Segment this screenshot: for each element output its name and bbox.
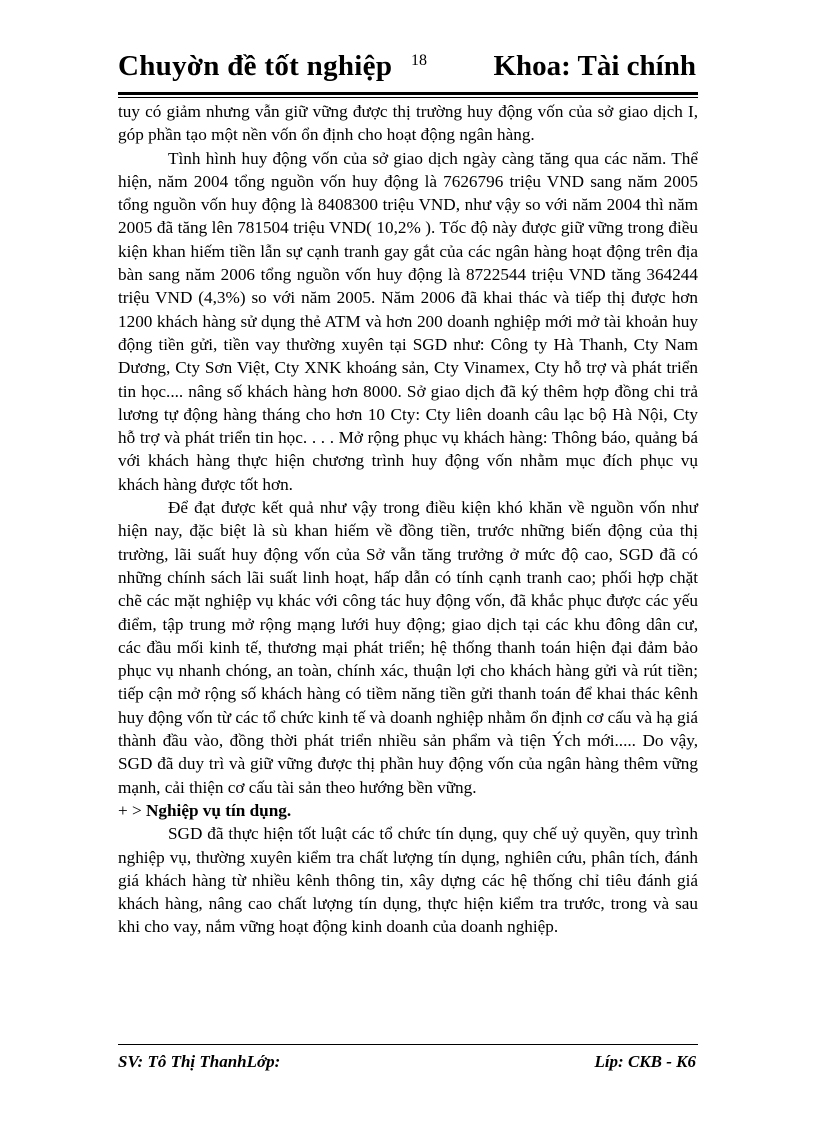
paragraph-1: tuy có giảm nhưng vẫn giữ vững được thị trường huy động vốn của sở giao dịch I, góp phần tạo một nền vốn ổn định cho hoạt động ngân hàng. <box>118 102 698 145</box>
page-footer <box>118 1052 698 1076</box>
header-title-left: Chuyờn đề tốt nghiệp <box>118 50 393 82</box>
header-title-right: Khoa: Tài chính <box>493 50 696 82</box>
header-rule <box>118 92 698 98</box>
heading-prefix: + > <box>118 800 142 820</box>
paragraph-3: Để đạt được kết quả như vậy trong điều kiện khó khăn về nguồn vốn như hiện nay, đặc biệt là sù khan hiếm về đồng tiền, trước những biến động của thị trường, lãi suất huy động vốn của Sở vẫn tăng trưởng ở mức độ cao, SGD đã có những chính sách lãi suất linh hoạt, hấp dẫn có tính cạnh tranh cao; phối hợp chặt chẽ các mặt nghiệp vụ khác với công tác huy động vốn, đã khắc phục được các yếu điểm, tập trung mở rộng mạng lưới huy động; giao dịch tại các khu đông dân cư, các đầu mối kinh tế, thương mại phát triển; hệ thống thanh toán hiện đại đảm bảo phục vụ nhanh chóng, an toàn, chính xác, thuận lợi cho khách hàng gửi và rút tiền; tiếp cận mở rộng số khách hàng có tiềm năng tiền gửi thanh toán để khai thác kênh huy động vốn từ các tổ chức kinh tế và doanh nghiệp nhằm ổn định cơ cấu và hạ giá thành đầu vào, đồng thời phát triển nhiều sản phẩm và tiện Ých mới..... Do vậy, SGD đã duy trì và giữ vững được thị phần huy động vốn của ngân hàng thêm vững mạnh, cải thiện cơ cấu tài sản theo hướng bền vững. <box>118 498 698 797</box>
footer-rule <box>118 1044 698 1045</box>
document-body <box>118 100 698 939</box>
footer-student: SV: Tô Thị ThanhLớp: <box>118 1052 281 1071</box>
paragraph-2: Tình hình huy động vốn của sở giao dịch ngày càng tăng qua các năm. Thể hiện, năm 2004 tổng nguồn vốn huy động là 7626796 triệu VND sang năm 2005 tổng nguồn vốn huy động là 8408300 triệu VND, như vậy so với năm 2004 thì năm 2005 đã tăng lên 781504 triệu VND( 10,2% ). Tốc độ này được giữ vững trong điều kiện khan hiếm tiền lẫn sự cạnh tranh gay gắt của các ngân hàng hoạt động trên địa bàn sang năm 2006 tổng nguồn vốn huy động là 8722544 triệu VND tăng 364244 triệu VND (4,3%) so với năm 2005. Năm 2006 đã khai thác và tiếp thị được hơn 1200 khách hàng sử dụng thẻ ATM và hơn 200 doanh nghiệp mới mở tài khoản huy động tiền gửi, tiền vay thường xuyên tại SGD như: Công ty Hà Thanh, Cty Nam Dương, Cty Sơn Việt, Cty XNK khoáng sản, Cty Vinamex, Cty hỗ trợ và phát triển tin học.... nâng số khách hàng hơn 8000. Sở giao dịch đã ký thêm hợp đồng chi trả lương tự động hàng tháng cho hơn 10 Cty: Cty liên doanh câu lạc bộ Hà Nội, Cty hỗ trợ và phát triển tin học. . . . Mở rộng phục vụ khách hàng: Thông báo, quảng bá với khách hàng thực hiện chương trình huy động vốn nhằm mục đích phục vụ khách hàng được tốt hơn. <box>118 148 698 494</box>
page-number: 18 <box>411 52 427 69</box>
page-header <box>118 50 698 90</box>
footer-class: Líp: CKB - K6 <box>594 1052 696 1071</box>
paragraph-4: SGD đã thực hiện tốt luật các tổ chức tín dụng, quy chế uỷ quyền, quy trình nghiệp vụ, thường xuyên kiểm tra chất lượng tín dụng, nghiên cứu, phân tích, đánh giá khách hàng từ nhiều kênh thông tin, xây dựng các hệ thống chỉ tiêu đánh giá khách hàng, nâng cao chất lượng tín dụng, thực hiện kiểm tra trước, trong và sau khi cho vay, nắm vững hoạt động kinh doanh của doanh nghiệp. <box>118 824 698 937</box>
section-heading <box>118 799 698 822</box>
heading-text: Nghiệp vụ tín dụng. <box>145 800 292 820</box>
